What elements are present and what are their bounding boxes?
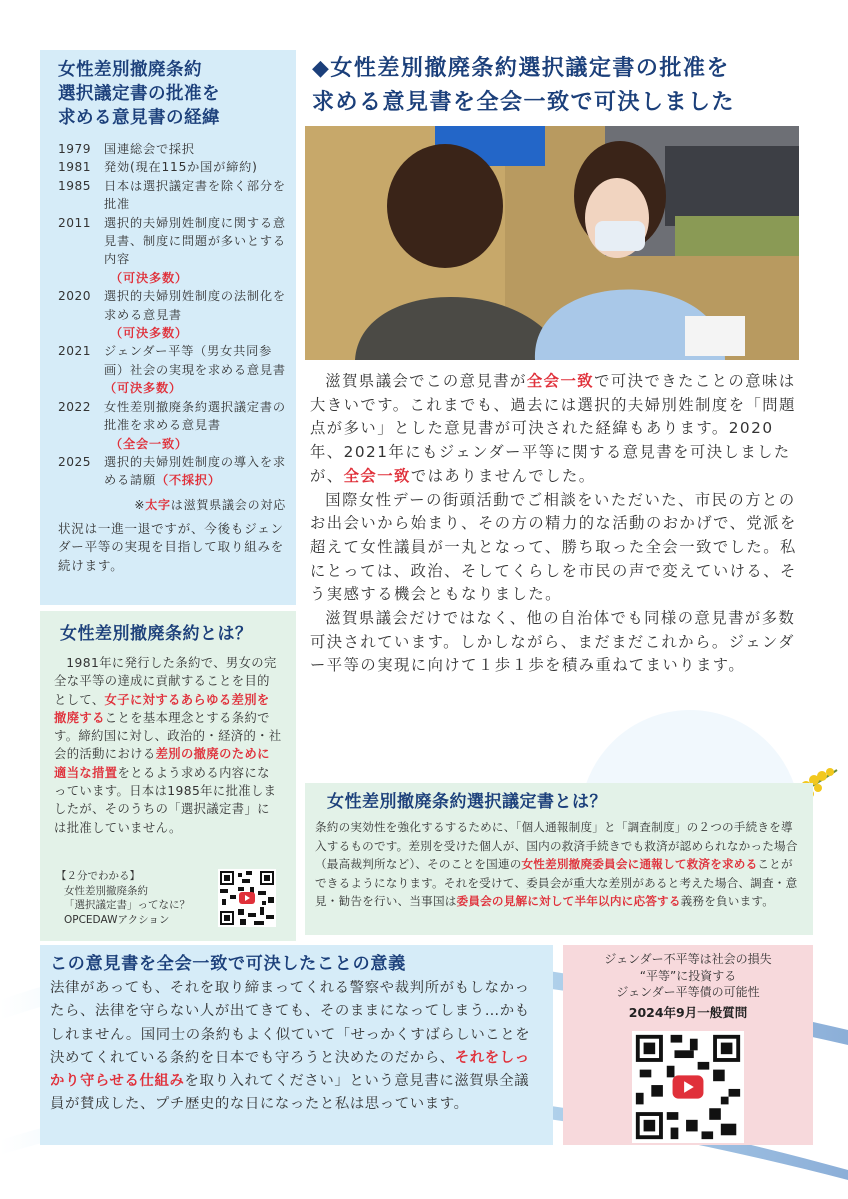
- body-paragraph: 滋賀県議会でこの意見書が全会一致で可決できたことの意味は大きいです。これまでも、過去には選択的夫婦別姓制度を「問題点が多い」とした意見書が可決された経緯もあります。2020年、2021年にもジェンダー平等に関する意見書を可決しましたが、全会一致ではありませんでした。: [310, 372, 796, 485]
- legend-note: ※太字は滋賀県議会の対応: [134, 497, 286, 512]
- timeline-item: 2011 選択的夫婦別姓制度に関する意見書、制度に問題が多いとする内容 （可決多数）: [58, 215, 286, 285]
- convention-text: 1981年に発行した条約で、男女の完全な平等の達成に貢献することを目的として、女子に対するあらゆる差別を撤廃することを基本理念とする条約です。締約国に対し、政治的・経済的・社会的活動における差別の撤廃のために適当な措置をとるよう求める内容になっています。日本は1985年に批准しましたが、そのうちの「選択議定書」には批准していません。: [54, 656, 282, 835]
- significance-text: 法律があっても、それを取り締まってくれる警察や裁判所がもしなかったら、法律を守らない人が出てきても、そのままになってしまう…かもしれません。国同士の条約もよく似ていて「せっかくすばらしいことを決めてくれている条約を日本でも守ろうと決めたのだから、それをしっかり守らせる仕組みを取り入れてください」という意見書に滋賀県全議員が賛成した、プチ歴史的な日になったと私は思っています。: [50, 980, 531, 1113]
- photo-street-consultation: [305, 126, 799, 360]
- qr-code-icon[interactable]: [218, 869, 276, 927]
- video-caption: 【２分でわかる】 女性差別撤廃条約 「選択議定書」ってなに？ OPCEDAWアクション: [56, 870, 190, 926]
- body-paragraph: 国際女性デーの街頭活動でご相談をいただいた、市民の方とのお出会いから始まり、その方の精力的な活動のおかげで、党派を超えて女性議員が一丸となって、勝ち取った全会一致でした。私にとっては、政治、そしてくらしを市民の声で変えていける、そう実感する機会ともなりました。: [310, 490, 797, 604]
- significance-box: [40, 945, 553, 1145]
- timeline-item: 2025 選択的夫婦別姓制度の導入を求める請願（不採択）: [58, 454, 286, 488]
- timeline-item: 2021 ジェンダー平等（男女共同参画）社会の実現を求める意見書（可決多数）: [58, 344, 286, 396]
- timeline-item: 1985 日本は選択議定書を除く部分を批准: [58, 178, 286, 212]
- protocol-text: 条約の実効性を強化するするために、「個人通報制度」と「調査制度」の２つの手続きを導入するものです。差別を受けた個人が、国内の救済手続きでも救済が認められなかった場合（最高裁判所など）、そのことを国連の女性差別撤廃委員会に通報して救済を求めることができるようになります。それを受けて、委員会が重大な差別があると考えた場合、調査・意見・勧告を行い、当事国は委員会の見解に対して半年以内に応答する義務を負います。: [315, 820, 798, 909]
- timeline-list: [58, 140, 286, 490]
- protocol-box: [305, 783, 813, 935]
- question-date: 2024年9月一般質問: [628, 1004, 748, 1020]
- timeline-item: 2022 女性差別撤廃条約選択議定書の批准を求める意見書 （全会一致）: [58, 399, 286, 451]
- timeline-item: 2020 選択的夫婦別姓制度の法制化を求める意見書 （可決多数）: [58, 289, 286, 341]
- qr-code-icon[interactable]: [632, 1031, 744, 1143]
- body-paragraph: 滋賀県議会だけではなく、他の自治体でも同様の意見書が多数可決されています。しかしながら、まだまだこれから。ジェンダー平等の実現に向けて１歩１歩を積み重ねてまいります。: [310, 609, 796, 675]
- protocol-title: 女性差別撤廃条約選択議定書とは？: [327, 792, 607, 812]
- timeline-item: 1979 国連総会で採択: [58, 142, 195, 156]
- history-box: [40, 50, 296, 605]
- question-video-box: ジェンダー不平等は社会の損失 “平等”に投資する ジェンダー平等債の可能性 2024年9月一般質問: [563, 945, 813, 1145]
- history-footer: 状況は一進一退ですが、今後もジェンダー平等の実現を目指して取り組みを続けます。: [58, 520, 285, 573]
- convention-title: 女性差別撤廃条約とは？: [60, 624, 253, 644]
- significance-title: この意見書を全会一致で可決したことの意義: [50, 954, 406, 974]
- main-body: [310, 370, 800, 678]
- main-title: ◆女性差別撤廃条約選択議定書の批准を 求める意見書を全会一致で可決しました: [312, 56, 736, 115]
- history-title: 女性差別撤廃条約 選択議定書の批准を 求める意見書の経緯: [58, 60, 220, 128]
- timeline-item: 1981 発効(現在115か国が締約): [58, 160, 258, 175]
- convention-box: [40, 611, 296, 941]
